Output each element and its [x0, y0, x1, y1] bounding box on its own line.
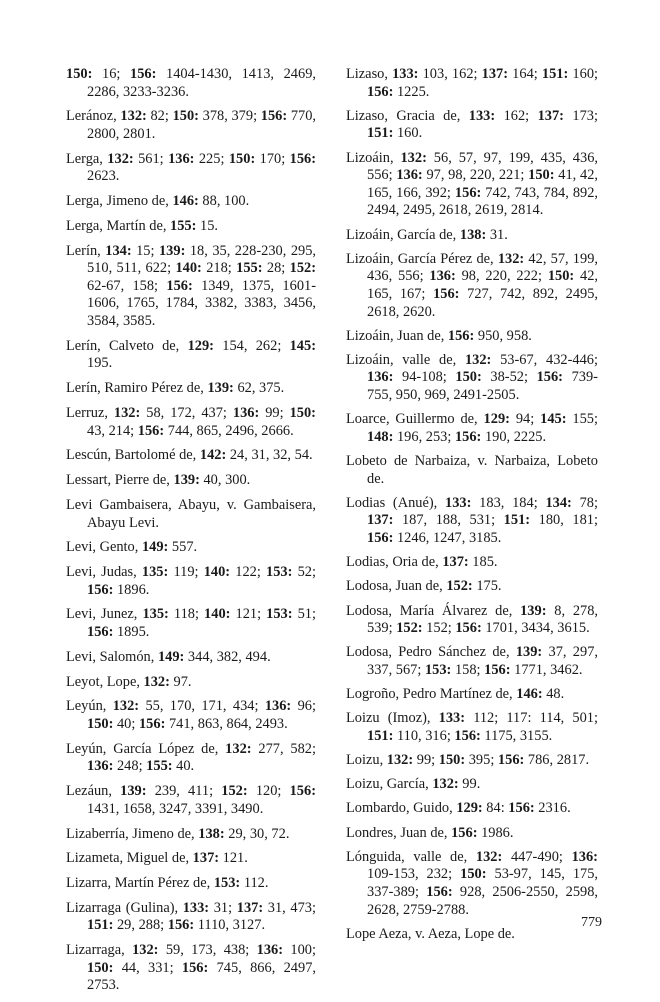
index-entry: Leyún, García López de, 132: 277, 582; 136: 248; 155: 40. [66, 740, 316, 775]
index-entry: Levi Gambaisera, Abayu, v. Gambaisera, Abayu Levi. [66, 496, 316, 531]
index-entry: Lizaso, 133: 103, 162; 137: 164; 151: 160; 156: 1225. [346, 66, 599, 100]
index-entry: Londres, Juan de, 156: 1986. [346, 824, 514, 841]
index-entry: Lizameta, Miguel de, 137: 121. [66, 850, 248, 867]
index-entry: Lizaso, Gracia de, 133: 162; 137: 173; 151: 160. [346, 107, 598, 142]
index-entry: Levi, Salomón, 149: 344, 382, 494. [66, 648, 271, 665]
index-entry: Lizaberría, Jimeno de, 138: 29, 30, 72. [66, 825, 290, 842]
index-entry: Lerga, Jimeno de, 146: 88, 100. [66, 193, 250, 210]
index-entry: Lessart, Pierre de, 139: 40, 300. [66, 472, 251, 489]
index-entry: Lodias (Anué), 133: 183, 184; 134: 78; 137: 187, 188, 531; 151: 180, 181; 156: 1246, 1247, 3185. [346, 494, 598, 546]
index-entry: Lerín, Calveto de, 129: 154, 262; 145: 195. [66, 337, 316, 372]
index-entry: Lizoáin, García de, 138: 31. [346, 226, 508, 243]
index-entry: Lodosa, Juan de, 152: 175. [346, 578, 502, 595]
index-entry: Levi, Judas, 135: 119; 140: 122; 153: 52; 156: 1896. [66, 564, 316, 598]
index-entry: Lobeto de Narbaiza, v. Narbaiza, Lobeto de. [346, 453, 598, 487]
page-number: 779 [581, 915, 602, 930]
index-entry: 150: 16; 156: 1404-1430, 1413, 2469, 2286, 3233-3236. [66, 66, 316, 100]
index-entry: Lizoáin, 132: 56, 57, 97, 199, 435, 436, 556; 136: 97, 98, 220, 221; 150: 41, 42, 165, 166, 392; 156: 742, 743, 784, 892, 2494, 2495, 2618, 2619, 2814. [346, 149, 598, 219]
index-entry: Lizarraga, 132: 59, 173, 438; 136: 100; 150: 44, 331; 156: 745, 866, 2497, 2753. [66, 942, 316, 994]
index-entry: Leyún, 132: 55, 170, 171, 434; 136: 96; 150: 40; 156: 741, 863, 864, 2493. [66, 698, 316, 732]
index-entry: Leyot, Lope, 132: 97. [66, 673, 192, 690]
index-entry: Lerín, Ramiro Pérez de, 139: 62, 375. [66, 380, 285, 397]
index-entry: Lizoáin, valle de, 132: 53-67, 432-446; 136: 94-108; 150: 38-52; 156: 739-755, 950, 969, 2491-2505. [346, 351, 598, 404]
index-entry: Lodosa, Pedro Sánchez de, 139: 37, 297, 337, 567; 153: 158; 156: 1771, 3462. [346, 644, 598, 678]
index-entry: Lerga, Martín de, 155: 15. [66, 217, 219, 234]
index-entry: Lizarraga (Gulina), 133: 31; 137: 31, 473; 151: 29, 288; 156: 1110, 3127. [66, 899, 316, 934]
index-entry: Lizoáin, Juan de, 156: 950, 958. [346, 327, 532, 344]
index-entry: Loarce, Guillermo de, 129: 94; 145: 155; 148: 196, 253; 156: 190, 2225. [346, 411, 598, 445]
index-entry: Lizoáin, García Pérez de, 132: 42, 57, 199, 436, 556; 136: 98, 220, 222; 150: 42, 165, 167; 156: 727, 742, 892, 2495, 2618, 2620. [346, 250, 599, 320]
index-entry: Levi, Junez, 135: 118; 140: 121; 153: 51; 156: 1895. [66, 606, 316, 641]
index-entry: Lónguida, valle de, 132: 447-490; 136: 109-153, 232; 150: 53-97, 145, 175, 337-389; 156: 928, 2506-2550, 2598, 2628, 2759-2788. [346, 848, 599, 918]
index-entry: Lombardo, Guido, 129: 84: 156: 2316. [346, 800, 571, 817]
index-entry: Loizu, 132: 99; 150: 395; 156: 786, 2817. [346, 752, 590, 769]
index-column-left [66, 66, 316, 1002]
index-entry: Lodosa, María Álvarez de, 139: 8, 278, 539; 152: 152; 156: 1701, 3434, 3615. [346, 602, 599, 637]
index-entry: Lizarra, Martín Pérez de, 153: 112. [66, 875, 269, 892]
index-entry: Lerín, 134: 15; 139: 18, 35, 228-230, 295, 510, 511, 622; 140: 218; 155: 28; 152: 62-67, 158; 156: 1349, 1375, 1601-1606, 1765, 1784, 3382, 3383, 3456, 3584, 3585. [66, 242, 317, 330]
index-entry: Lezáun, 139: 239, 411; 152: 120; 156: 1431, 1658, 3247, 3391, 3490. [66, 783, 316, 817]
index-entry: Logroño, Pedro Martínez de, 146: 48. [346, 686, 565, 703]
index-entry: Lodias, Oria de, 137: 185. [346, 554, 498, 571]
index-entry: Lerga, 132: 561; 136: 225; 150: 170; 156: 2623. [66, 150, 317, 185]
index-entry: Lerruz, 132: 58, 172, 437; 136: 99; 150: 43, 214; 156: 744, 865, 2496, 2666. [66, 405, 316, 439]
index-entry: Leránoz, 132: 82; 150: 378, 379; 156: 770, 2800, 2801. [66, 108, 316, 142]
index-entry: Lope Aeza, v. Aeza, Lope de. [346, 925, 515, 942]
index-entry: Loizu, García, 132: 99. [346, 776, 481, 793]
index-entry: Levi, Gento, 149: 557. [66, 539, 198, 556]
index-entry: Loizu (Imoz), 133: 112; 117: 114, 501; 151: 110, 316; 156: 1175, 3155. [346, 710, 598, 744]
index-column-right [346, 66, 598, 950]
index-entry: Lescún, Bartolomé de, 142: 24, 31, 32, 54. [66, 447, 313, 464]
